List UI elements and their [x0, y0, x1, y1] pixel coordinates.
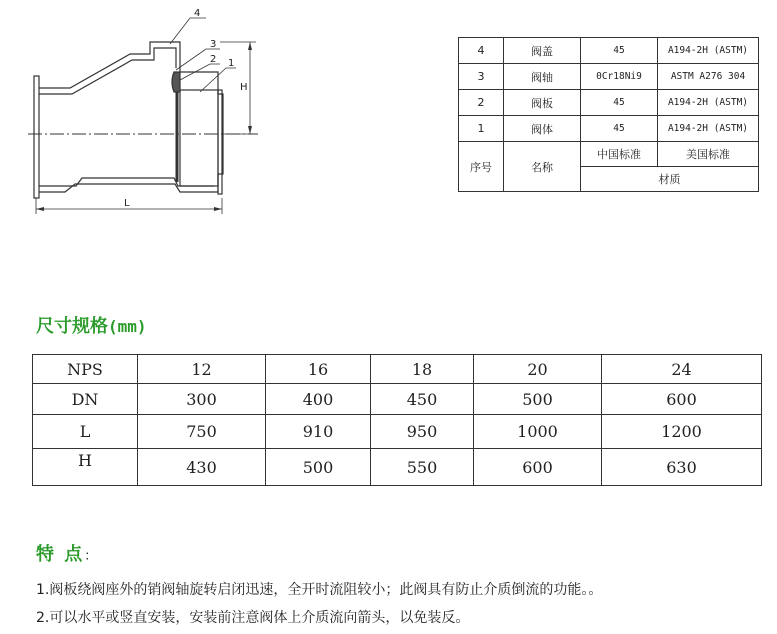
row-label: H [33, 449, 138, 486]
cell: 600 [474, 449, 602, 486]
header-no: 序号 [459, 142, 504, 192]
table-row [33, 449, 762, 486]
header-cn-standard: 中国标准 [581, 142, 658, 167]
cell: 550 [371, 449, 474, 486]
table-row [459, 64, 759, 90]
cell: 1200 [602, 415, 762, 449]
cell: 950 [371, 415, 474, 449]
valve-body-outline [39, 42, 223, 192]
header-row [459, 142, 759, 167]
row-name: 阀盖 [504, 38, 581, 64]
label-2: 2 [210, 54, 217, 65]
dim-l-label: L [124, 198, 130, 209]
table-row [33, 415, 762, 449]
cell: 600 [602, 384, 762, 415]
cell: 12 [138, 355, 266, 384]
cell: 16 [266, 355, 371, 384]
valve-section-drawing [20, 6, 270, 218]
dimensions-title [36, 312, 147, 338]
label-4: 4 [194, 8, 201, 19]
row-no: 3 [459, 64, 504, 90]
header-name: 名称 [504, 142, 581, 192]
row-label: NPS [33, 355, 138, 384]
left-flange [34, 76, 39, 198]
row-us: A194-2H (ASTM) [658, 90, 759, 116]
dim-h-label: H [240, 82, 248, 93]
table-row [459, 116, 759, 142]
header-us-standard: 美国标准 [658, 142, 759, 167]
cell: 300 [138, 384, 266, 415]
row-us: A194-2H (ASTM) [658, 38, 759, 64]
row-name: 阀轴 [504, 64, 581, 90]
row-no: 4 [459, 38, 504, 64]
row-name: 阀板 [504, 90, 581, 116]
features-title-text: 特 点 [36, 544, 85, 565]
cell: 630 [602, 449, 762, 486]
label-1: 1 [228, 58, 235, 69]
cell: 18 [371, 355, 474, 384]
cell: 400 [266, 384, 371, 415]
row-no: 2 [459, 90, 504, 116]
table-row [33, 355, 762, 384]
feature-item: 1.阀板绕阀座外的销阀轴旋转启闭迅速，全开时流阻较小；此阀具有防止介质倒流的功能。。 [36, 582, 603, 598]
label-3: 3 [210, 39, 217, 50]
row-cn: 45 [581, 90, 658, 116]
row-us: A194-2H (ASTM) [658, 116, 759, 142]
row-label: DN [33, 384, 138, 415]
row-us: ASTM A276 304 [658, 64, 759, 90]
cell: 430 [138, 449, 266, 486]
row-name: 阀体 [504, 116, 581, 142]
features-title [36, 540, 99, 566]
dimensions-unit: (mm) [108, 317, 147, 336]
cell: 1000 [474, 415, 602, 449]
row-label: L [33, 415, 138, 449]
row-cn: 45 [581, 38, 658, 64]
cell: 750 [138, 415, 266, 449]
table-row [459, 90, 759, 116]
valve-disc [172, 72, 180, 92]
outlet-pipe [180, 90, 218, 186]
header-material: 材质 [581, 167, 759, 192]
cell: 500 [266, 449, 371, 486]
features-colon: ： [84, 549, 100, 564]
materials-table [458, 37, 759, 192]
cell: 24 [602, 355, 762, 384]
cell: 20 [474, 355, 602, 384]
feature-item: 2.可以水平或竖直安装，安装前注意阀体上介质流向箭头，以免装反。 [36, 610, 470, 626]
row-cn: 45 [581, 116, 658, 142]
dimensions-table [32, 354, 762, 486]
cell: 500 [474, 384, 602, 415]
table-row [459, 38, 759, 64]
table-row [33, 384, 762, 415]
row-no: 1 [459, 116, 504, 142]
cell: 450 [371, 384, 474, 415]
dimensions-title-text: 尺寸规格 [36, 316, 108, 337]
cell: 910 [266, 415, 371, 449]
row-cn: 0Cr18Ni9 [581, 64, 658, 90]
